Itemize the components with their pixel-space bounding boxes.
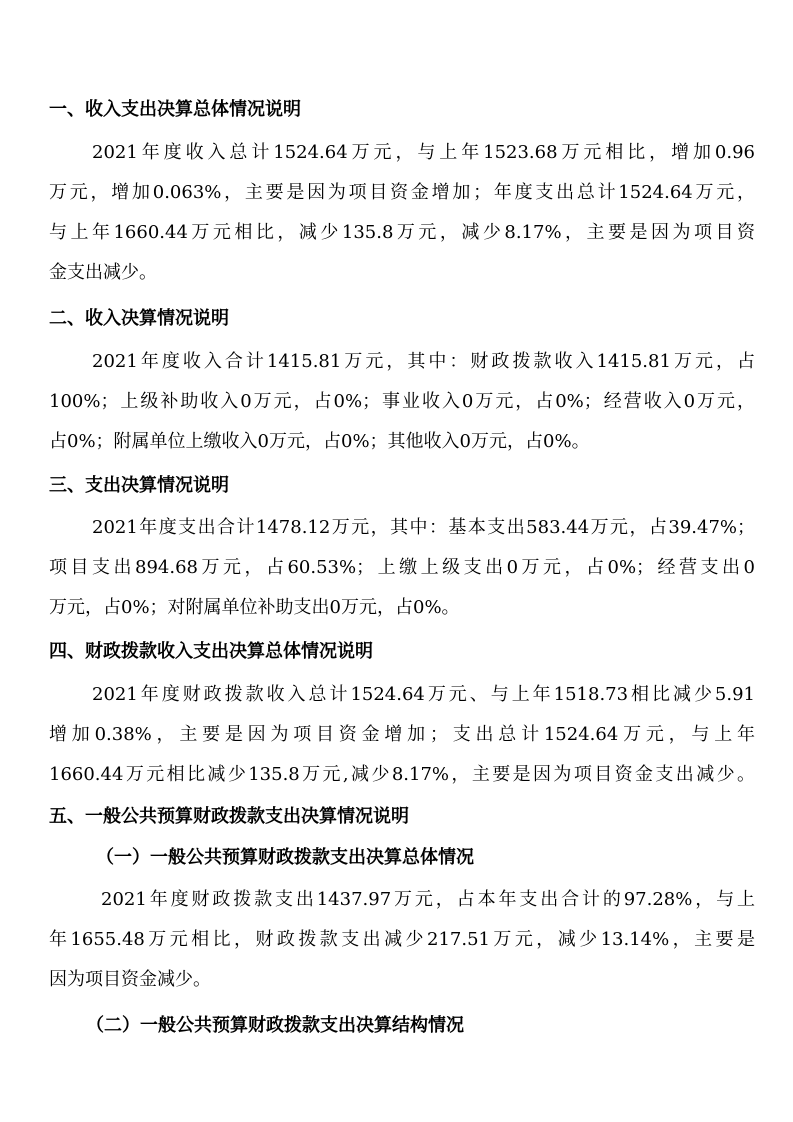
- section-3-heading: 三、支出决算情况说明: [49, 475, 229, 496]
- section-2-body: [49, 342, 755, 462]
- section-3-line-2: 项目支出894.68万元，占60.53%；上缴上级支出0万元，占0%；经营支出0: [49, 557, 755, 578]
- section-1-line-3: 与上年1660.44万元相比，减少135.8万元，减少8.17%，主要是因为项目资: [49, 222, 755, 243]
- section-2-line-3: 占0%；附属单位上缴收入0万元，占0%；其他收入0万元，占0%。: [49, 431, 590, 452]
- section-2-heading: 二、收入决算情况说明: [49, 308, 229, 329]
- section-1-line-2: 万元，增加0.063%，主要是因为项目资金增加；年度支出总计1524.64万元，: [49, 182, 755, 203]
- section-5-1-line-2: 年1655.48万元相比，财政拨款支出减少217.51万元，减少13.14%，主要是: [49, 929, 755, 950]
- section-1-line-1: 2021年度收入总计1524.64万元，与上年1523.68万元相比，增加0.96: [92, 142, 755, 163]
- section-5-1-line-1: 2021年度财政拨款支出1437.97万元，占本年支出合计的97.28%，与上: [101, 889, 755, 910]
- section-5-1-heading: （一）一般公共预算财政拨款支出决算总体情况: [96, 847, 474, 868]
- section-4-line-1: 2021年度财政拨款收入总计1524.64万元、与上年1518.73相比减少5.91: [92, 684, 755, 705]
- section-3-body: [49, 508, 755, 628]
- section-1-body: [49, 133, 755, 293]
- section-4-line-3: 1660.44万元相比减少135.8万元,减少8.17%，主要是因为项目资金支出减少。: [49, 764, 755, 785]
- section-1-heading: 一、收入支出决算总体情况说明: [49, 99, 301, 120]
- section-3-line-1: 2021年度支出合计1478.12万元，其中：基本支出583.44万元，占39.47%；: [92, 517, 755, 538]
- section-4-heading: 四、财政拨款收入支出决算总体情况说明: [49, 641, 373, 662]
- section-4-body: [49, 675, 755, 795]
- section-3-line-3: 万元，占0%；对附属单位补助支出0万元，占0%。: [49, 597, 460, 618]
- section-5-1-body: [49, 880, 755, 1000]
- section-5-heading: 五、一般公共预算财政拨款支出决算情况说明: [49, 806, 409, 827]
- section-2-line-1: 2021年度收入合计1415.81万元，其中：财政拨款收入1415.81万元，占: [92, 351, 755, 372]
- section-5-2-heading: （二）一般公共预算财政拨款支出决算结构情况: [86, 1015, 464, 1036]
- section-1-line-4: 金支出减少。: [49, 262, 157, 283]
- section-4-line-2: 增加0.38%，主要是因为项目资金增加；支出总计1524.64万元，与上年: [49, 724, 755, 745]
- section-5-1-line-3: 因为项目资金减少。: [49, 969, 211, 990]
- section-2-line-2: 100%；上级补助收入0万元，占0%；事业收入0万元，占0%；经营收入0万元，: [49, 391, 755, 412]
